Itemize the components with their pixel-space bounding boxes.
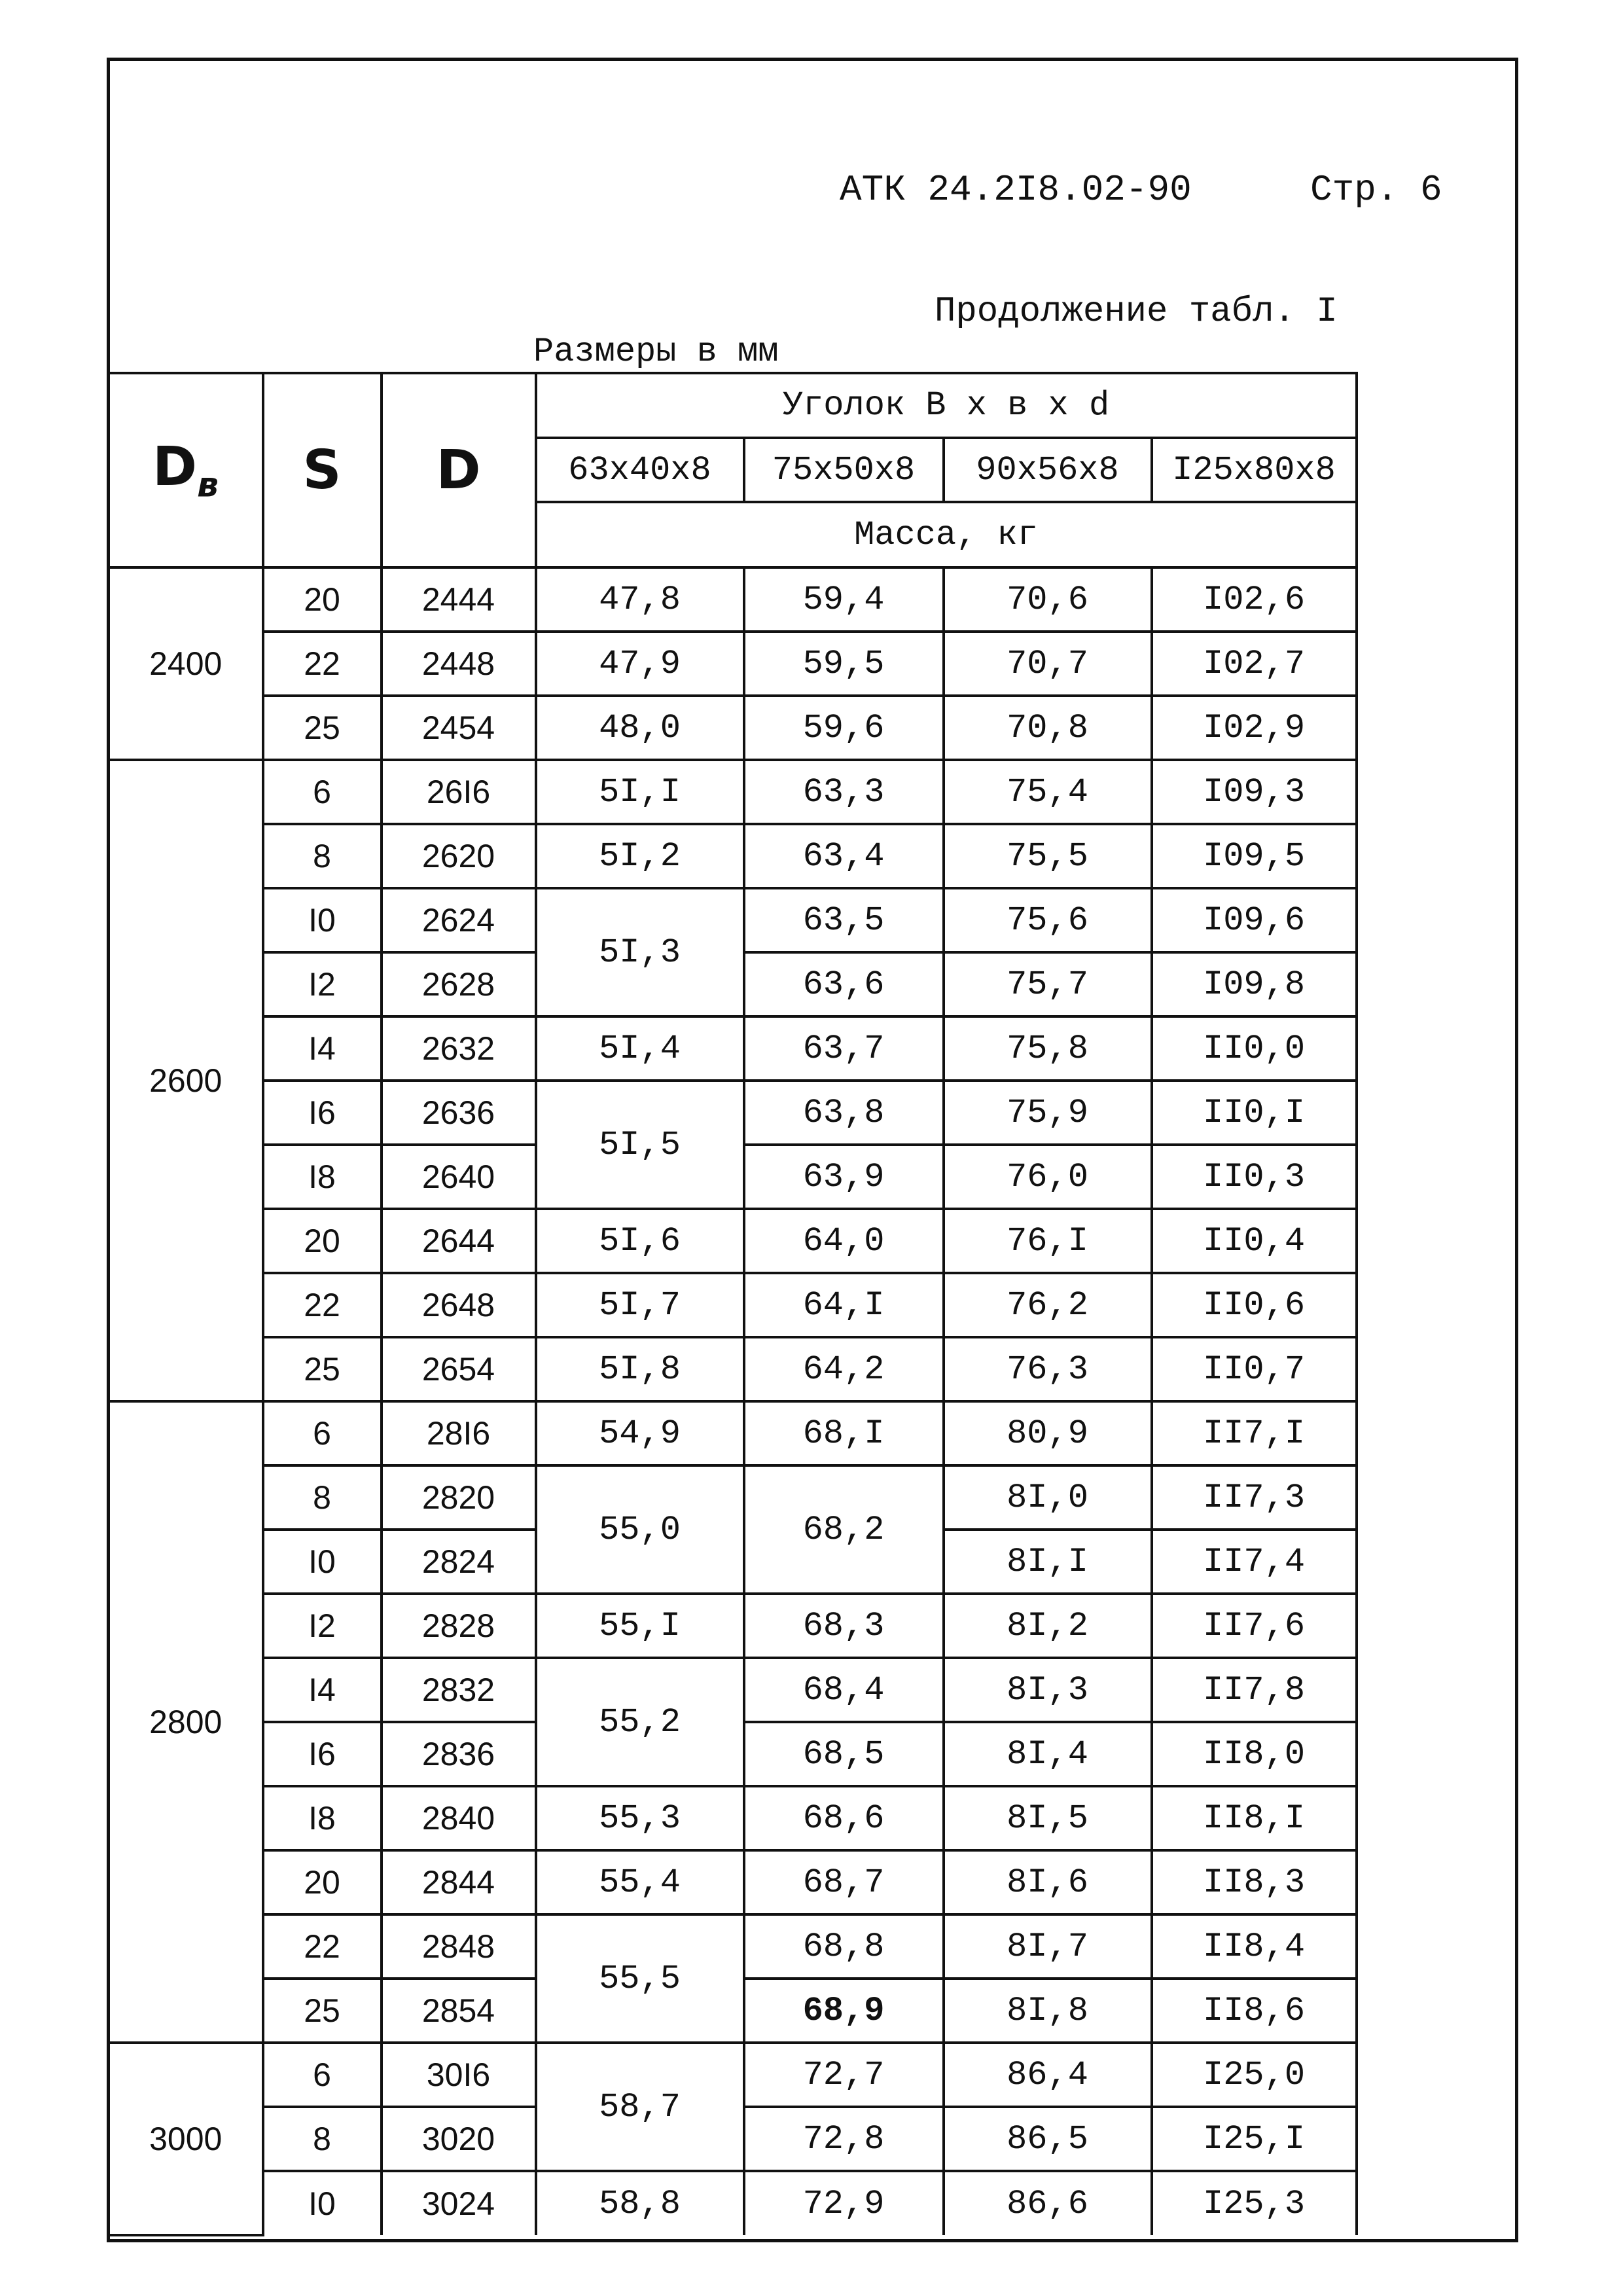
table-row xyxy=(109,1914,1357,1979)
mass-cell: 63,7 xyxy=(744,1016,944,1081)
mass-cell: 55,2 xyxy=(536,1658,744,1786)
table-row xyxy=(109,696,1357,760)
mass-cell: 8I,0 xyxy=(944,1465,1152,1530)
mass-cell: 75,9 xyxy=(944,1081,1152,1145)
table-row xyxy=(109,1209,1357,1273)
table-continuation-label: Продолжение табл. I xyxy=(935,292,1338,332)
mass-cell: 55,I xyxy=(536,1594,744,1658)
column-header-s: S xyxy=(263,373,382,567)
mass-cell: 63,3 xyxy=(744,760,944,824)
mass-cell: I02,6 xyxy=(1152,567,1357,632)
mass-cell: 55,0 xyxy=(536,1465,744,1594)
table-row xyxy=(109,1081,1357,1145)
table-row xyxy=(109,632,1357,696)
s-cell: 22 xyxy=(263,1273,382,1337)
s-cell: 20 xyxy=(263,1209,382,1273)
mass-cell: 68,8 xyxy=(744,1914,944,1979)
mass-cell: II0,3 xyxy=(1152,1145,1357,1209)
mass-cell: I25,0 xyxy=(1152,2043,1357,2107)
dv-cell: 3000 xyxy=(109,2043,263,2235)
s-cell: I8 xyxy=(263,1786,382,1850)
s-cell: I0 xyxy=(263,888,382,952)
mass-cell: 8I,6 xyxy=(944,1850,1152,1914)
mass-cell: II8,I xyxy=(1152,1786,1357,1850)
s-cell: 8 xyxy=(263,2107,382,2171)
mass-cell: 70,6 xyxy=(944,567,1152,632)
table-row xyxy=(109,888,1357,952)
d-cell: 2654 xyxy=(382,1337,536,1401)
dv-cell: 2800 xyxy=(109,1401,263,2043)
mass-cell: 72,9 xyxy=(744,2171,944,2235)
d-cell: 2820 xyxy=(382,1465,536,1530)
mass-cell: II0,7 xyxy=(1152,1337,1357,1401)
d-cell: 2644 xyxy=(382,1209,536,1273)
mass-cell: 68,7 xyxy=(744,1850,944,1914)
s-cell: 22 xyxy=(263,1914,382,1979)
mass-cell: 55,5 xyxy=(536,1914,744,2043)
table-row xyxy=(109,2171,1357,2235)
profile-header: 90x56x8 xyxy=(944,438,1152,502)
mass-cell: I09,6 xyxy=(1152,888,1357,952)
mass-cell: I25,3 xyxy=(1152,2171,1357,2235)
mass-cell: 86,6 xyxy=(944,2171,1152,2235)
mass-cell: 70,8 xyxy=(944,696,1152,760)
s-cell: I6 xyxy=(263,1722,382,1786)
mass-cell: 75,6 xyxy=(944,888,1152,952)
mass-cell: 63,6 xyxy=(744,952,944,1016)
s-cell: 25 xyxy=(263,1337,382,1401)
d-cell: 2848 xyxy=(382,1914,536,1979)
d-cell: 2824 xyxy=(382,1530,536,1594)
d-cell: 2640 xyxy=(382,1145,536,1209)
d-cell: 2636 xyxy=(382,1081,536,1145)
d-cell: 2836 xyxy=(382,1722,536,1786)
mass-cell: 8I,2 xyxy=(944,1594,1152,1658)
mass-cell: 76,2 xyxy=(944,1273,1152,1337)
table-row xyxy=(109,1273,1357,1337)
mass-cell: 5I,5 xyxy=(536,1081,744,1209)
mass-cell: II7,3 xyxy=(1152,1465,1357,1530)
mass-cell: 5I,6 xyxy=(536,1209,744,1273)
s-cell: 6 xyxy=(263,2043,382,2107)
mass-cell: 63,4 xyxy=(744,824,944,888)
mass-cell: II8,3 xyxy=(1152,1850,1357,1914)
s-cell: 20 xyxy=(263,1850,382,1914)
table-row xyxy=(109,1401,1357,1465)
mass-cell: 80,9 xyxy=(944,1401,1152,1465)
mass-cell: 63,5 xyxy=(744,888,944,952)
mass-cell: 59,5 xyxy=(744,632,944,696)
mass-cell: I25,I xyxy=(1152,2107,1357,2171)
d-cell: 2620 xyxy=(382,824,536,888)
profile-header: 63x40x8 xyxy=(536,438,744,502)
d-cell: 3020 xyxy=(382,2107,536,2171)
mass-cell: 47,8 xyxy=(536,567,744,632)
mass-cell: II7,4 xyxy=(1152,1530,1357,1594)
mass-table xyxy=(107,372,1358,2236)
mass-cell: II8,6 xyxy=(1152,1979,1357,2043)
mass-cell: 68,6 xyxy=(744,1786,944,1850)
d-cell: 2840 xyxy=(382,1786,536,1850)
mass-cell: I09,8 xyxy=(1152,952,1357,1016)
d-cell: 2448 xyxy=(382,632,536,696)
mass-cell: 86,5 xyxy=(944,2107,1152,2171)
d-cell: 2628 xyxy=(382,952,536,1016)
mass-cell: I09,3 xyxy=(1152,760,1357,824)
mass-cell: 59,4 xyxy=(744,567,944,632)
s-cell: 25 xyxy=(263,696,382,760)
mass-cell: 55,4 xyxy=(536,1850,744,1914)
d-cell: 2454 xyxy=(382,696,536,760)
mass-cell: 72,8 xyxy=(744,2107,944,2171)
table-row xyxy=(109,567,1357,632)
dv-cell: 2600 xyxy=(109,760,263,1401)
s-cell: 6 xyxy=(263,1401,382,1465)
mass-cell: 54,9 xyxy=(536,1401,744,1465)
mass-cell: II8,0 xyxy=(1152,1722,1357,1786)
mass-cell: I02,9 xyxy=(1152,696,1357,760)
mass-cell: 63,8 xyxy=(744,1081,944,1145)
s-cell: I8 xyxy=(263,1145,382,1209)
table-row xyxy=(109,760,1357,824)
mass-cell: 5I,8 xyxy=(536,1337,744,1401)
mass-cell: 75,4 xyxy=(944,760,1152,824)
d-cell: 2844 xyxy=(382,1850,536,1914)
d-cell: 30I6 xyxy=(382,2043,536,2107)
mass-cell: 47,9 xyxy=(536,632,744,696)
d-cell: 2648 xyxy=(382,1273,536,1337)
d-cell: 2632 xyxy=(382,1016,536,1081)
s-cell: I6 xyxy=(263,1081,382,1145)
page-number: Стр. 6 xyxy=(1310,169,1442,211)
mass-cell: 68,2 xyxy=(744,1465,944,1594)
mass-cell: 48,0 xyxy=(536,696,744,760)
profile-header: 75x50x8 xyxy=(744,438,944,502)
s-cell: I4 xyxy=(263,1016,382,1081)
mass-cell: II0,0 xyxy=(1152,1016,1357,1081)
mass-cell: II0,6 xyxy=(1152,1273,1357,1337)
s-cell: I4 xyxy=(263,1658,382,1722)
mass-cell: 59,6 xyxy=(744,696,944,760)
mass-cell: II0,I xyxy=(1152,1081,1357,1145)
mass-unit-header: Масса, кг xyxy=(536,502,1357,567)
angle-group-header: Уголок B x в x d xyxy=(536,373,1357,438)
column-header-d: D xyxy=(382,373,536,567)
mass-cell: 70,7 xyxy=(944,632,1152,696)
mass-cell: 58,7 xyxy=(536,2043,744,2171)
mass-cell: 68,4 xyxy=(744,1658,944,1722)
mass-cell: 75,5 xyxy=(944,824,1152,888)
s-cell: 8 xyxy=(263,824,382,888)
mass-cell: 76,3 xyxy=(944,1337,1152,1401)
mass-cell: I02,7 xyxy=(1152,632,1357,696)
mass-cell: II8,4 xyxy=(1152,1914,1357,1979)
mass-cell: 58,8 xyxy=(536,2171,744,2235)
mass-cell: 55,3 xyxy=(536,1786,744,1850)
d-cell: 3024 xyxy=(382,2171,536,2235)
mass-cell: I09,5 xyxy=(1152,824,1357,888)
mass-cell: 68,5 xyxy=(744,1722,944,1786)
table-row xyxy=(109,2043,1357,2107)
mass-cell: 8I,7 xyxy=(944,1914,1152,1979)
mass-cell: II0,4 xyxy=(1152,1209,1357,1273)
mass-cell: II7,6 xyxy=(1152,1594,1357,1658)
mass-cell: 63,9 xyxy=(744,1145,944,1209)
d-cell: 2854 xyxy=(382,1979,536,2043)
table-row xyxy=(109,824,1357,888)
d-cell: 2832 xyxy=(382,1658,536,1722)
mass-cell: 64,0 xyxy=(744,1209,944,1273)
dimensions-note: Размеры в мм xyxy=(533,332,779,371)
table-row xyxy=(109,1850,1357,1914)
s-cell: 22 xyxy=(263,632,382,696)
s-cell: 8 xyxy=(263,1465,382,1530)
d-cell: 2444 xyxy=(382,567,536,632)
mass-cell: 8I,3 xyxy=(944,1658,1152,1722)
mass-cell: 68,3 xyxy=(744,1594,944,1658)
table-row xyxy=(109,1658,1357,1722)
mass-cell: 8I,4 xyxy=(944,1722,1152,1786)
d-cell: 2828 xyxy=(382,1594,536,1658)
mass-cell: 5I,7 xyxy=(536,1273,744,1337)
mass-cell: II7,8 xyxy=(1152,1658,1357,1722)
table-row xyxy=(109,1337,1357,1401)
mass-cell: 68,9 xyxy=(744,1979,944,2043)
dv-cell: 2400 xyxy=(109,567,263,760)
mass-cell: 64,I xyxy=(744,1273,944,1337)
mass-cell: 76,0 xyxy=(944,1145,1152,1209)
mass-cell: 68,I xyxy=(744,1401,944,1465)
table-row xyxy=(109,1016,1357,1081)
mass-cell: 72,7 xyxy=(744,2043,944,2107)
s-cell: 6 xyxy=(263,760,382,824)
table-row xyxy=(109,1786,1357,1850)
s-cell: I0 xyxy=(263,2171,382,2235)
column-header-dv: $D_в$ xyxy=(109,373,263,567)
mass-cell: 8I,5 xyxy=(944,1786,1152,1850)
table-row xyxy=(109,1594,1357,1658)
d-cell: 28I6 xyxy=(382,1401,536,1465)
d-cell: 2624 xyxy=(382,888,536,952)
s-cell: I2 xyxy=(263,1594,382,1658)
document-code: АТК 24.2I8.02-90 xyxy=(840,169,1192,211)
s-cell: 25 xyxy=(263,1979,382,2043)
mass-cell: 76,I xyxy=(944,1209,1152,1273)
mass-cell: 5I,2 xyxy=(536,824,744,888)
profile-header: I25x80x8 xyxy=(1152,438,1357,502)
d-cell: 26I6 xyxy=(382,760,536,824)
mass-cell: 5I,I xyxy=(536,760,744,824)
s-cell: I0 xyxy=(263,1530,382,1594)
mass-cell: 5I,3 xyxy=(536,888,744,1016)
mass-cell: 5I,4 xyxy=(536,1016,744,1081)
mass-cell: 64,2 xyxy=(744,1337,944,1401)
mass-cell: 8I,I xyxy=(944,1530,1152,1594)
mass-cell: 86,4 xyxy=(944,2043,1152,2107)
s-cell: 20 xyxy=(263,567,382,632)
mass-cell: 75,8 xyxy=(944,1016,1152,1081)
mass-cell: 8I,8 xyxy=(944,1979,1152,2043)
mass-cell: II7,I xyxy=(1152,1401,1357,1465)
mass-cell: 75,7 xyxy=(944,952,1152,1016)
table-row xyxy=(109,1465,1357,1530)
s-cell: I2 xyxy=(263,952,382,1016)
